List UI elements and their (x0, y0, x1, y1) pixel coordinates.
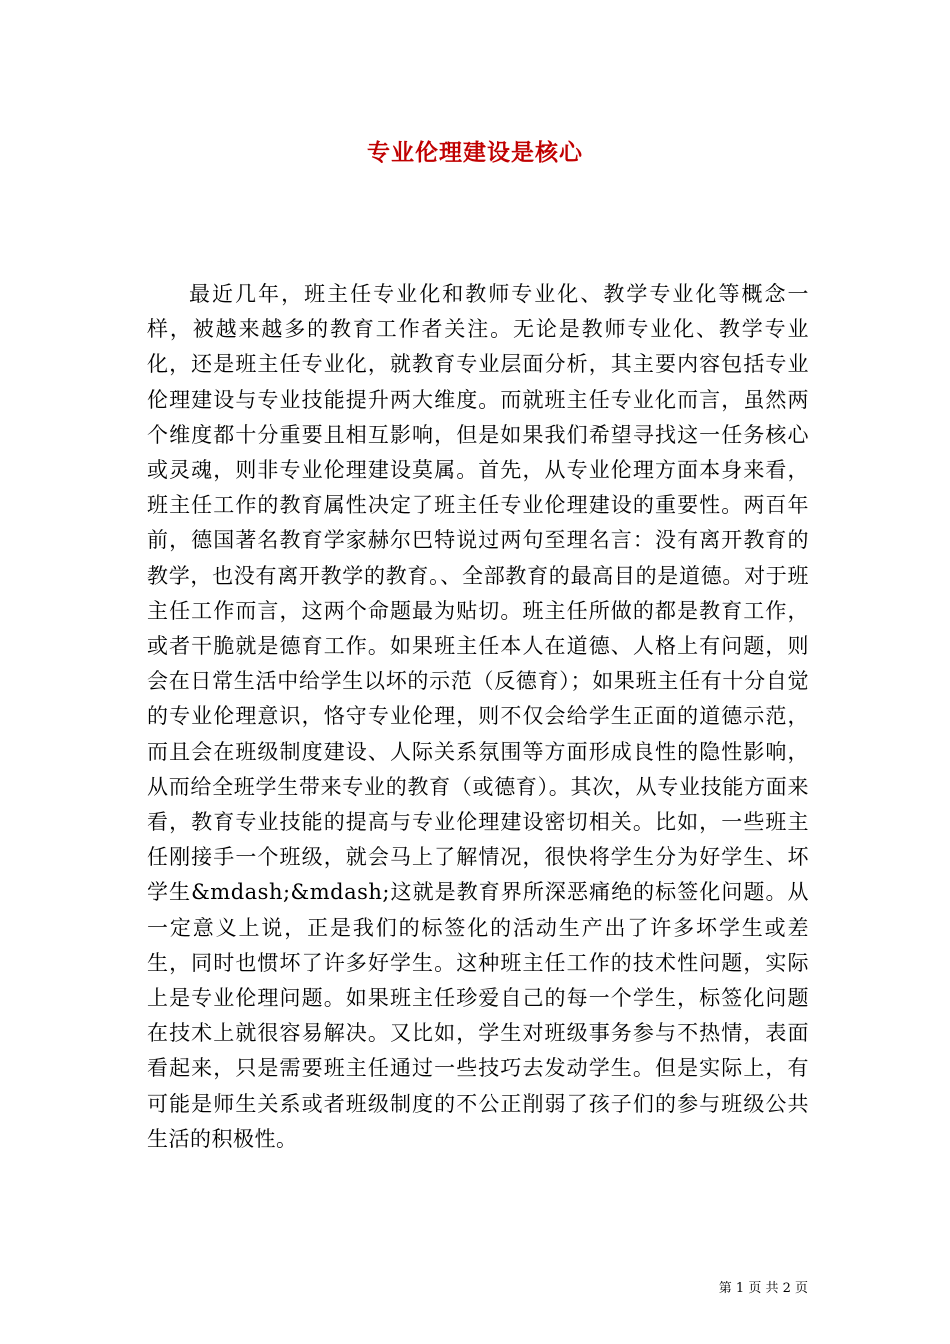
page-indicator: 第 1 页 共 2 页 (718, 1281, 808, 1296)
body-paragraph: 最近几年，班主任专业化和教师专业化、教学专业化等概念一样，被越来越多的教育工作者关注。无论是教师专业化、教学专业化，还是班主任专业化，就教育专业层面分析，其主要内容包括专业伦理建设与专业技能提升两大维度。而就班主任专业化而言，虽然两个维度都十分重要且相互影响，但是如果我们希望寻找这一任务核心或灵魂，则非专业伦理建设莫属。首先，从专业伦理方面本身来看，班主任工作的教育属性决定了班主任专业伦理建设的重要性。两百年前，德国著名教育学家赫尔巴特说过两句至理名言：没有离开教育的教学，也没有离开教学的教育。、全部教育的最高目的是道德。对于班主任工作而言，这两个命题最为贴切。班主任所做的都是教育工作，或者干脆就是德育工作。如果班主任本人在道德、人格上有问题，则会在日常生活中给学生以坏的示范（反德育）；如果班主任有十分自觉的专业伦理意识，恪守专业伦理，则不仅会给学生正面的道德示范，而且会在班级制度建设、人际关系氛围等方面形成良性的隐性影响，从而给全班学生带来专业的教育（或德育）。其次，从专业技能方面来看，教育专业技能的提高与专业伦理建设密切相关。比如，一些班主任刚接手一个班级，就会马上了解情况，很快将学生分为好学生、坏学生&mdash;&mdash;这就是教育界所深恶痛绝的标签化问题。从一定意义上说，正是我们的标签化的活动生产出了许多坏学生或差生，同时也惯坏了许多好学生。这种班主任工作的技术性问题，实际上是专业伦理问题。如果班主任珍爱自己的每一个学生，标签化问题在技术上就很容易解决。又比如，学生对班级事务参与不热情，表面看起来，只是需要班主任通过一些技巧去发动学生。但是实际上，有可能是师生关系或者班级制度的不公正削弱了孩子们的参与班级公共生活的积极性。 (147, 282, 809, 1151)
document-title: 专业伦理建设是核心 (367, 139, 583, 166)
